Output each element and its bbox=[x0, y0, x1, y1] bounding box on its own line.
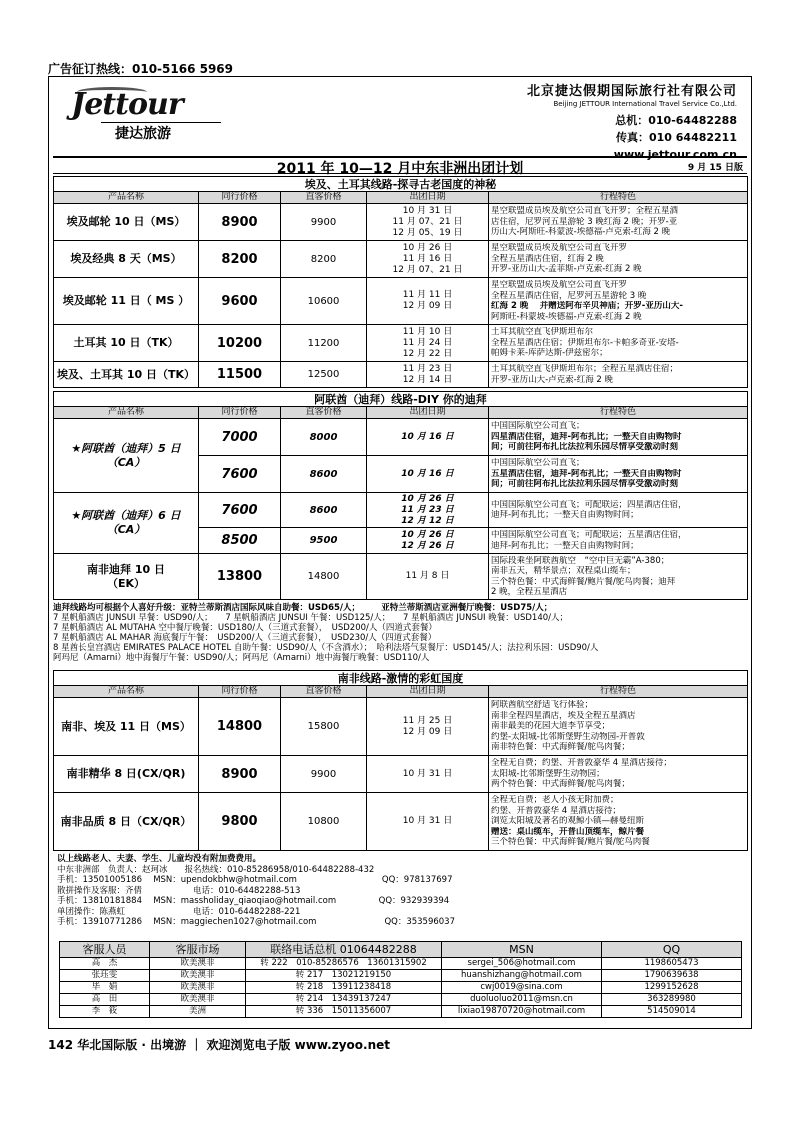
col-direct: 直客价格 bbox=[281, 686, 367, 698]
trade-price: 11500 bbox=[199, 362, 281, 388]
product-name: ★阿联酋（迪拜）6 日 （CA） bbox=[54, 493, 199, 554]
section-title: 南非线路-激情的彩虹国度 bbox=[54, 671, 748, 686]
col-direct: 直客价格 bbox=[281, 407, 367, 419]
direct-price: 10800 bbox=[281, 793, 367, 851]
dates: 11 月 11 日 12 月 09 日 bbox=[367, 278, 489, 325]
features: 全程无自费；约堡、开普敦豪华 4 星酒店接待； 太阳城-比邻斯堡野生动物园； 两个特色餐：中式海鲜餐/鸵鸟肉餐； bbox=[489, 756, 748, 793]
table-row: 高 杰 欧美澳非 转 222 010-85286576 13601315902 sergei_506@hotmail.com 1198605473 bbox=[60, 958, 742, 970]
customer-service-table bbox=[59, 941, 742, 1018]
col-date: 出团日期 bbox=[367, 686, 489, 698]
trade-price: 8500 bbox=[199, 528, 281, 554]
fax: 传真：010 64482211 bbox=[615, 131, 737, 144]
logo-cn: 捷达旅游 bbox=[101, 122, 221, 143]
col-qq: QQ bbox=[602, 942, 742, 958]
product-name: 南非、埃及 11 日（MS） bbox=[54, 698, 199, 756]
features: 星空联盟成员埃及航空公司直飞开罗 全程五星酒店住宿，尼罗河五星游轮 3 晚 红海 2 晚 并赠送阿布辛贝神庙；开罗-亚历山大- 阿斯旺-科蒙坡-埃德福-卢克索-红海 2 晚 bbox=[489, 278, 748, 325]
table-row bbox=[54, 241, 748, 278]
col-name: 产品名称 bbox=[54, 192, 199, 204]
trade-price: 14800 bbox=[199, 698, 281, 756]
contact-info: 以上线路老人、夫妻、学生、儿童均没有附加费费用。 中东非洲部 负责人：赵珂冰 报名热线：010-85286958/010-64482288-432 手机：13501005186 MSN：upendokbhw@hotmail.com QQ：978137697 散拼操作及客服：齐倩 电话：010-64482288-513 手机：13810181884 MSN：massholiday_qiaoqiao@hotmail.com QQ：932939394 单团操作：陈燕虹 电话：010-64482288-221 手机：13910771286 MSN：maggiechen1027@hotmail.com QQ：353596037 bbox=[57, 854, 455, 927]
company-info bbox=[527, 83, 737, 163]
direct-price: 9900 bbox=[281, 204, 367, 241]
features: 阿联酋航空舒适飞行体验； 南非全程四星酒店，埃及全程五星酒店 南非最美的花园大道李节享受； 约堡-太阳城-比邻斯堡野生动物园-开普敦 南非特色餐：中式海鲜餐/鸵鸟肉餐； bbox=[489, 698, 748, 756]
trade-price: 9600 bbox=[199, 278, 281, 325]
page-title-row bbox=[53, 156, 747, 177]
company-name: 北京捷达假期国际旅行社有限公司 bbox=[526, 84, 737, 99]
dubai-upgrade-notes: 迪拜线路均可根据个人喜好升级：亚特兰蒂斯酒店国际风味自助餐：USD65/人； 亚特兰蒂斯酒店亚洲餐厅晚餐：USD75/人； 7 星帆船酒店 JUNSUI 早餐：USD90/人； 7 星帆船酒店 JUNSUI 午餐：USD125/人； 7 星帆船酒店 JUNSUI 晚餐：USD140/人； 7 星帆船酒店 AL MUTAHA 空中餐厅晚餐：USD180/人（三道式套餐）， USD200/人（四道式套餐） 7 星帆船酒店 AL MAHAR 海底餐厅午餐： USD200/人（三道式套餐）， USD230/人（四道式套餐） 8 星酋长皇宫酒店 EMIRATES PALACE HOTEL 自助午餐：USD90/人（不含酒水）； 哈利法塔气泵餐厅：USD145/人；法拉利乐园：USD90/人 阿玛尼（Amarni）地中海餐厅午餐：USD90/人；阿玛尼（Amarni）地中海餐厅晚餐：USD110/人 bbox=[53, 603, 599, 663]
direct-price: 11200 bbox=[281, 325, 367, 362]
product-name: 埃及邮轮 10 日（MS） bbox=[54, 204, 199, 241]
product-name: 埃及经典 8 天（MS） bbox=[54, 241, 199, 278]
table-row: 张珏雯 欧美澳非 转 217 13021219150 huanshizhang@hotmail.com 1790639638 bbox=[60, 970, 742, 982]
trade-price: 7600 bbox=[199, 493, 281, 528]
features: 中国国际航空公司直飞；可配联运；五星酒店住宿， 迪拜-阿布扎比；一整天自由购物时间； bbox=[489, 528, 748, 554]
direct-price: 8200 bbox=[281, 241, 367, 278]
table-row bbox=[54, 204, 748, 241]
trade-price: 7600 bbox=[199, 456, 281, 493]
col-feature: 行程特色 bbox=[489, 192, 748, 204]
dates: 10 月 31 日 bbox=[367, 756, 489, 793]
dates: 11 月 10 日 11 月 24 日 12 月 22 日 bbox=[367, 325, 489, 362]
col-price: 同行价格 bbox=[199, 686, 281, 698]
direct-price: 8600 bbox=[281, 493, 367, 528]
col-feature: 行程特色 bbox=[489, 407, 748, 419]
table-row bbox=[54, 419, 748, 456]
product-name: 埃及、土耳其 10 日（TK） bbox=[54, 362, 199, 388]
features: 中国国际航空公司直飞；可配联运；四星酒店住宿， 迪拜-阿布扎比；一整天自由购物时间； bbox=[489, 493, 748, 528]
dates: 11 月 25 日 12 月 09 日 bbox=[367, 698, 489, 756]
dates: 10 月 16 日 bbox=[367, 456, 489, 493]
features: 土耳其航空直飞伊斯坦布尔；全程五星酒店住宿； 开罗-亚历山大-卢克索-红海 2 晚 bbox=[489, 362, 748, 388]
col-direct: 直客价格 bbox=[281, 192, 367, 204]
col-name: 产品名称 bbox=[54, 407, 199, 419]
table-row bbox=[54, 554, 748, 600]
trade-price: 9800 bbox=[199, 793, 281, 851]
trade-price: 8200 bbox=[199, 241, 281, 278]
dates: 11 月 23 日 12 月 14 日 bbox=[367, 362, 489, 388]
direct-price: 15800 bbox=[281, 698, 367, 756]
website[interactable]: www.jettour.com.cn bbox=[613, 148, 737, 161]
table-row bbox=[54, 698, 748, 756]
direct-price: 12500 bbox=[281, 362, 367, 388]
features: 国际段乘坐阿联酋航空 “空中巨无霸”A-380； 南非五天，精华景点；双程桌山缆车； 三个特色餐：中式海鲜餐/鲍片餐/鸵鸟肉餐；迪拜 2 晚，全程五星酒店 bbox=[489, 554, 748, 600]
table-row bbox=[54, 325, 748, 362]
features: 中国国际航空公司直飞； 四星酒店住宿，迪拜-阿布扎比；一整天自由购物时 间；可前往阿布扎比法拉利乐园尽情享受激动时刻 bbox=[489, 419, 748, 456]
table-row bbox=[54, 278, 748, 325]
direct-price: 9900 bbox=[281, 756, 367, 793]
features: 中国国际航空公司直飞； 五星酒店住宿，迪拜-阿布扎比；一整天自由购物时 间；可前往阿布扎比法拉利乐园尽情享受激动时刻 bbox=[489, 456, 748, 493]
table-row bbox=[54, 493, 748, 528]
table-row: 毕 娟 欧美澳非 转 218 13911238418 cwj0019@sina.com 1299152628 bbox=[60, 982, 742, 994]
col-price: 同行价格 bbox=[199, 407, 281, 419]
col-name: 产品名称 bbox=[54, 686, 199, 698]
product-name: ★阿联酋（迪拜）5 日 （CA） bbox=[54, 419, 199, 493]
dates: 10 月 26 日 12 月 26 日 bbox=[367, 528, 489, 554]
col-market: 客服市场 bbox=[150, 942, 246, 958]
dates: 10 月 26 日 11 月 16 日 12 月 07、21 日 bbox=[367, 241, 489, 278]
col-phone: 联络电话总机 01064482288 bbox=[246, 942, 442, 958]
trade-price: 13800 bbox=[199, 554, 281, 600]
table-row bbox=[54, 793, 748, 851]
page-title: 2011 年 10—12 月中东非洲出团计划 bbox=[276, 161, 524, 177]
dubai-table bbox=[53, 391, 748, 600]
col-date: 出团日期 bbox=[367, 192, 489, 204]
product-name: 土耳其 10 日（TK） bbox=[54, 325, 199, 362]
col-price: 同行价格 bbox=[199, 192, 281, 204]
dates: 11 月 8 日 bbox=[367, 554, 489, 600]
direct-price: 9500 bbox=[281, 528, 367, 554]
page-footer: 142 华北国际版 · 出境游 ｜ 欢迎浏览电子版 www.zyoo.net bbox=[48, 1038, 390, 1052]
edition-date: 9 月 15 日版 bbox=[687, 163, 743, 173]
features: 星空联盟成员埃及航空公司直飞开罗；全程五星酒 店住宿，尼罗河五星游轮 3 晚红海 2 晚；开罗-亚 历山大-阿斯旺-科蒙波-埃德福-卢克索-红海 2 晚 bbox=[489, 204, 748, 241]
product-name: 南非精华 8 日(CX/QR) bbox=[54, 756, 199, 793]
company-name-en: Beijing JETTOUR International Travel Service Co.,Ltd. bbox=[553, 100, 737, 108]
table-row: 李 筱 美洲 转 336 15011356007 lixiao19870720@hotmail.com 514509014 bbox=[60, 1006, 742, 1018]
trade-price: 8900 bbox=[199, 204, 281, 241]
main-phone: 总机：010-64482288 bbox=[615, 114, 737, 127]
features: 星空联盟成员埃及航空公司直飞开罗 全程五星酒店住宿，红海 2 晚 开罗-亚历山大-孟菲斯-卢克索-红海 2 晚 bbox=[489, 241, 748, 278]
trade-price: 10200 bbox=[199, 325, 281, 362]
dates: 10 月 31 日 bbox=[367, 793, 489, 851]
direct-price: 14800 bbox=[281, 554, 367, 600]
features: 全程无自费；老人小孩无附加费； 约堡、开普敦豪华 4 星酒店接待； 浏览太阳城及著名的观鲸小镇—赫曼纽斯 赠送：桌山缆车，开普山顶缆车，鲸片餐 三个特色餐：中式海鲜餐/鲍片餐/鸵鸟肉餐 bbox=[489, 793, 748, 851]
dates: 10 月 31 日 11 月 07、21 日 12 月 05、19 日 bbox=[367, 204, 489, 241]
col-msn: MSN bbox=[442, 942, 602, 958]
col-staff: 客服人员 bbox=[60, 942, 150, 958]
south-africa-table bbox=[53, 670, 748, 851]
ad-hotline: 广告征订热线：010-5166 5969 bbox=[48, 62, 234, 76]
logo-en: Jettour bbox=[71, 87, 183, 122]
product-name: 南非品质 8 日（CX/QR） bbox=[54, 793, 199, 851]
trade-price: 7000 bbox=[199, 419, 281, 456]
section-title: 阿联酋（迪拜）线路-DIY 你的迪拜 bbox=[54, 392, 748, 407]
table-row: 高 田 欧美澳非 转 214 13439137247 duoluoluo2011@msn.cn 363289980 bbox=[60, 994, 742, 1006]
direct-price: 8600 bbox=[281, 456, 367, 493]
col-date: 出团日期 bbox=[367, 407, 489, 419]
page-frame bbox=[48, 76, 752, 1029]
dates: 10 月 16 日 bbox=[367, 419, 489, 456]
col-feature: 行程特色 bbox=[489, 686, 748, 698]
direct-price: 10600 bbox=[281, 278, 367, 325]
product-name: 南非迪拜 10 日 （EK） bbox=[54, 554, 199, 600]
features: 土耳其航空直飞伊斯坦布尔 全程五星酒店住宿；伊斯坦布尔-卡帕多奇亚-安塔- 帕姆卡莱-库萨达斯-伊兹密尔； bbox=[489, 325, 748, 362]
jettour-logo bbox=[71, 87, 211, 142]
egypt-turkey-table bbox=[53, 176, 748, 388]
direct-price: 8000 bbox=[281, 419, 367, 456]
table-row bbox=[54, 362, 748, 388]
product-name: 埃及邮轮 11 日（ MS ） bbox=[54, 278, 199, 325]
trade-price: 8900 bbox=[199, 756, 281, 793]
section-title: 埃及、土耳其线路-探寻古老国度的神秘 bbox=[54, 177, 748, 192]
dates: 10 月 26 日 11 月 23 日 12 月 12 日 bbox=[367, 493, 489, 528]
table-row bbox=[54, 756, 748, 793]
